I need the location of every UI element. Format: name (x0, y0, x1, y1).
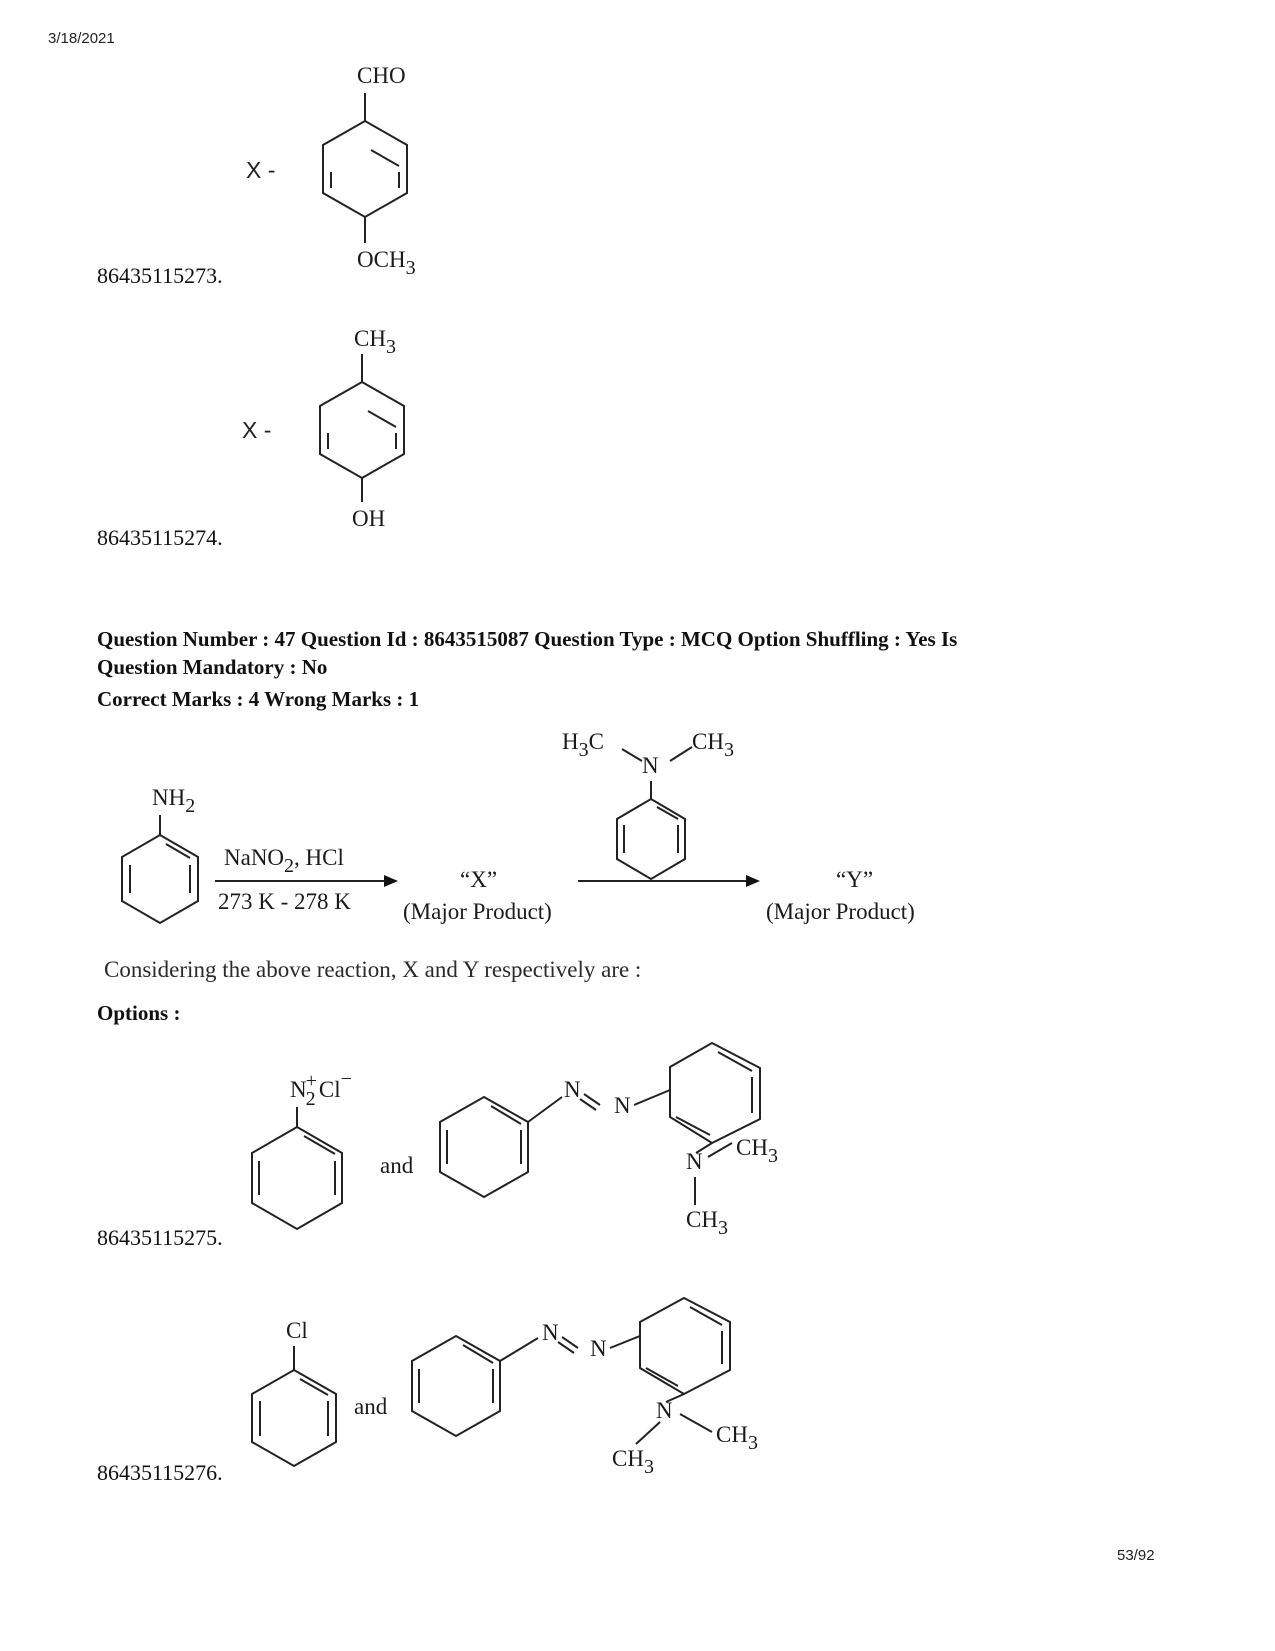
amine-methyl-right: CH3 (692, 729, 734, 761)
methyl-group-1: CH3 (716, 1422, 758, 1454)
amino-group: NH2 (152, 785, 196, 817)
azo-nitrogen-1: N (564, 1077, 581, 1102)
option-id: 86435115274. (97, 525, 223, 550)
azo-nitrogen-2: N (590, 1336, 607, 1361)
azo-nitrogen-2: N (614, 1093, 631, 1118)
option-structure-2[interactable] (240, 1290, 800, 1490)
option-structure-1[interactable] (240, 1035, 800, 1245)
options-label: Options : (97, 1001, 181, 1025)
aniline-ring (122, 835, 198, 923)
hydroxyl-group: OH (352, 506, 386, 531)
conjunction: and (354, 1394, 388, 1419)
aldehyde-group: CHO (357, 63, 406, 88)
reagent-nitrite: NaNO2, HCl (224, 845, 344, 877)
question-marks: Correct Marks : 4 Wrong Marks : 1 (97, 687, 420, 711)
methyl-group-1: CH3 (736, 1135, 778, 1167)
print-date: 3/18/2021 (48, 30, 115, 47)
option-structure-p-cresol (230, 318, 460, 543)
product-y-label: “Y” (836, 867, 874, 892)
methoxy-group: OCH3 (357, 247, 416, 279)
benzene-ring (323, 121, 407, 217)
methyl-group: CH3 (354, 326, 396, 358)
product-y-note: (Major Product) (766, 899, 915, 924)
methyl-group-2: CH3 (686, 1207, 728, 1239)
option-id[interactable]: 86435115276. (97, 1460, 223, 1485)
page-number: 53/92 (1117, 1547, 1155, 1564)
amine-methyl-left: H3C (562, 729, 604, 761)
phenyl-ring (412, 1336, 500, 1436)
x-label: X - (242, 417, 272, 443)
question-meta-line1: Question Number : 47 Question Id : 8643515087 Question Type : MCQ Option Shuffling : Yes Is (97, 627, 958, 651)
conjunction: and (380, 1153, 414, 1178)
product-x-note: (Major Product) (403, 899, 552, 924)
aminophenyl-ring (640, 1298, 730, 1394)
benzene-ring (320, 382, 404, 478)
question-stem: Considering the above reaction, X and Y respectively are : (104, 957, 642, 982)
option-id: 86435115273. (97, 263, 223, 288)
dimethylaniline-ring (617, 799, 685, 879)
option-id[interactable]: 86435115275. (97, 1225, 223, 1250)
question-meta-line2: Question Mandatory : No (97, 655, 328, 679)
product-x-label: “X” (460, 867, 498, 892)
benzene-ring (252, 1127, 342, 1229)
aminophenyl-ring (670, 1043, 760, 1143)
methyl-group-2: CH3 (612, 1446, 654, 1478)
reagent-temperature: 273 K - 278 K (218, 889, 351, 914)
chloro-group: Cl (286, 1318, 308, 1343)
amine-nitrogen: N (686, 1149, 703, 1174)
x-label: X - (246, 157, 276, 183)
phenyl-ring (440, 1097, 528, 1197)
question-meta (97, 625, 1197, 713)
diazonium-group: N2+Cl− (290, 1068, 352, 1110)
reaction-scheme (100, 725, 1000, 950)
option-structure-anisaldehyde (230, 55, 460, 285)
amine-nitrogen: N (642, 753, 659, 778)
azo-nitrogen-1: N (542, 1320, 559, 1345)
amine-nitrogen: N (656, 1398, 673, 1423)
chlorobenzene-ring (252, 1370, 336, 1466)
